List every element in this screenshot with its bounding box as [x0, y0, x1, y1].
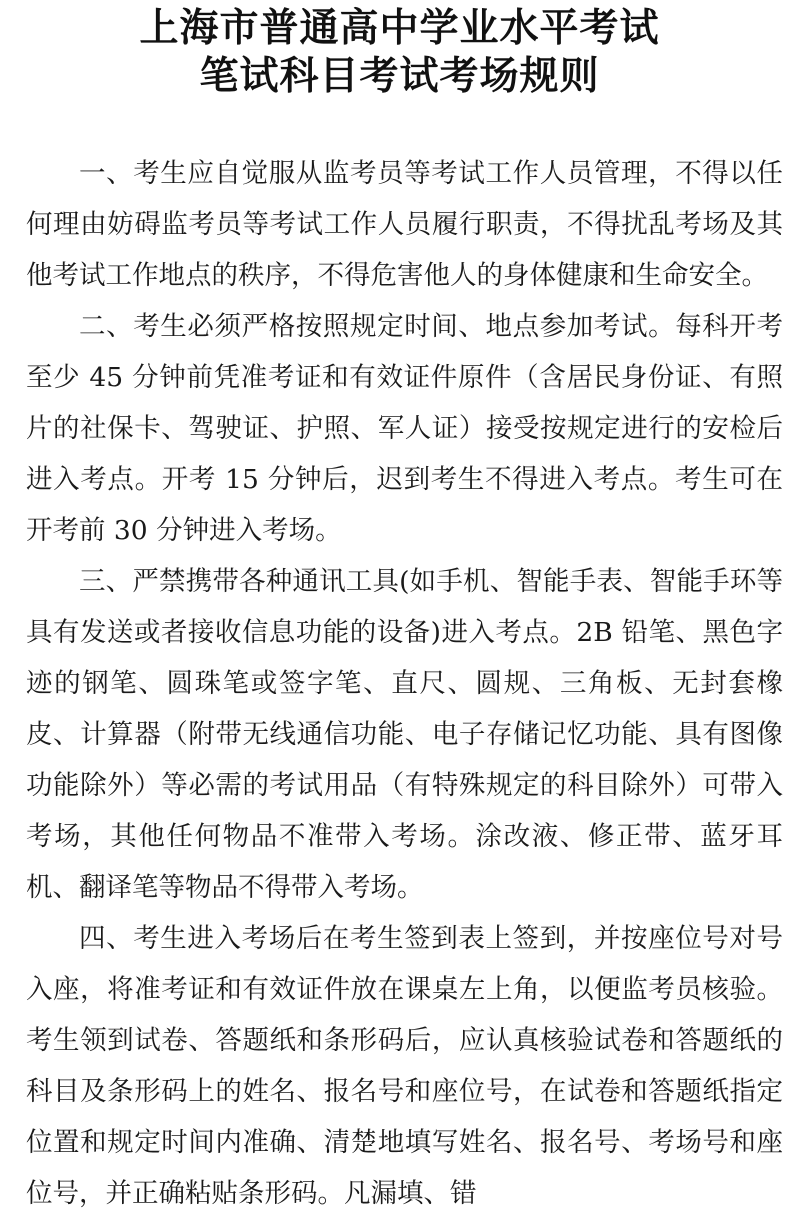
rule-paragraph-1: 一、考生应自觉服从监考员等考试工作人员管理，不得以任何理由妨碍监考员等考试工作人员履行职责，不得扰乱考场及其他考试工作地点的秩序，不得危害他人的身体健康和生命安全。: [26, 158, 783, 291]
document-body: [26, 148, 783, 1219]
document-title-line-1: 上海市普通高中学业水平考试: [139, 5, 660, 51]
rule-paragraph-4: 四、考生进入考场后在考生签到表上签到，并按座位号对号入座，将准考证和有效证件放在课桌左上角，以便监考员核验。考生领到试卷、答题纸和条形码后，应认真核验试卷和答题纸的科目及条形码上的姓名、报名号和座位号，在试卷和答题纸指定位置和规定时间内准确、清楚地填写姓名、报名号、考场号和座位号，并正确粘贴条形码。凡漏填、错: [26, 923, 783, 1209]
document-title-line-2: 笔试科目考试考场规则: [199, 53, 600, 99]
rule-paragraph-2: 二、考生必须严格按照规定时间、地点参加考试。每科开考至少 45 分钟前凭准考证和有效证件原件（含居民身份证、有照片的社保卡、驾驶证、护照、军人证）接受按规定进行的安检后进入考点。开考 15 分钟后，迟到考生不得进入考点。考生可在开考前 30 分钟进入考场。: [26, 311, 783, 546]
rule-paragraph-3: 三、严禁携带各种通讯工具(如手机、智能手表、智能手环等具有发送或者接收信息功能的设备)进入考点。2B 铅笔、黑色字迹的钢笔、圆珠笔或签字笔、直尺、圆规、三角板、无封套橡皮、计算器（附带无线通信功能、电子存储记忆功能、具有图像功能除外）等必需的考试用品（有特殊规定的科目除外）可带入考场，其他任何物品不准带入考场。涂改液、修正带、蓝牙耳机、翻译笔等物品不得带入考场。: [26, 566, 783, 903]
